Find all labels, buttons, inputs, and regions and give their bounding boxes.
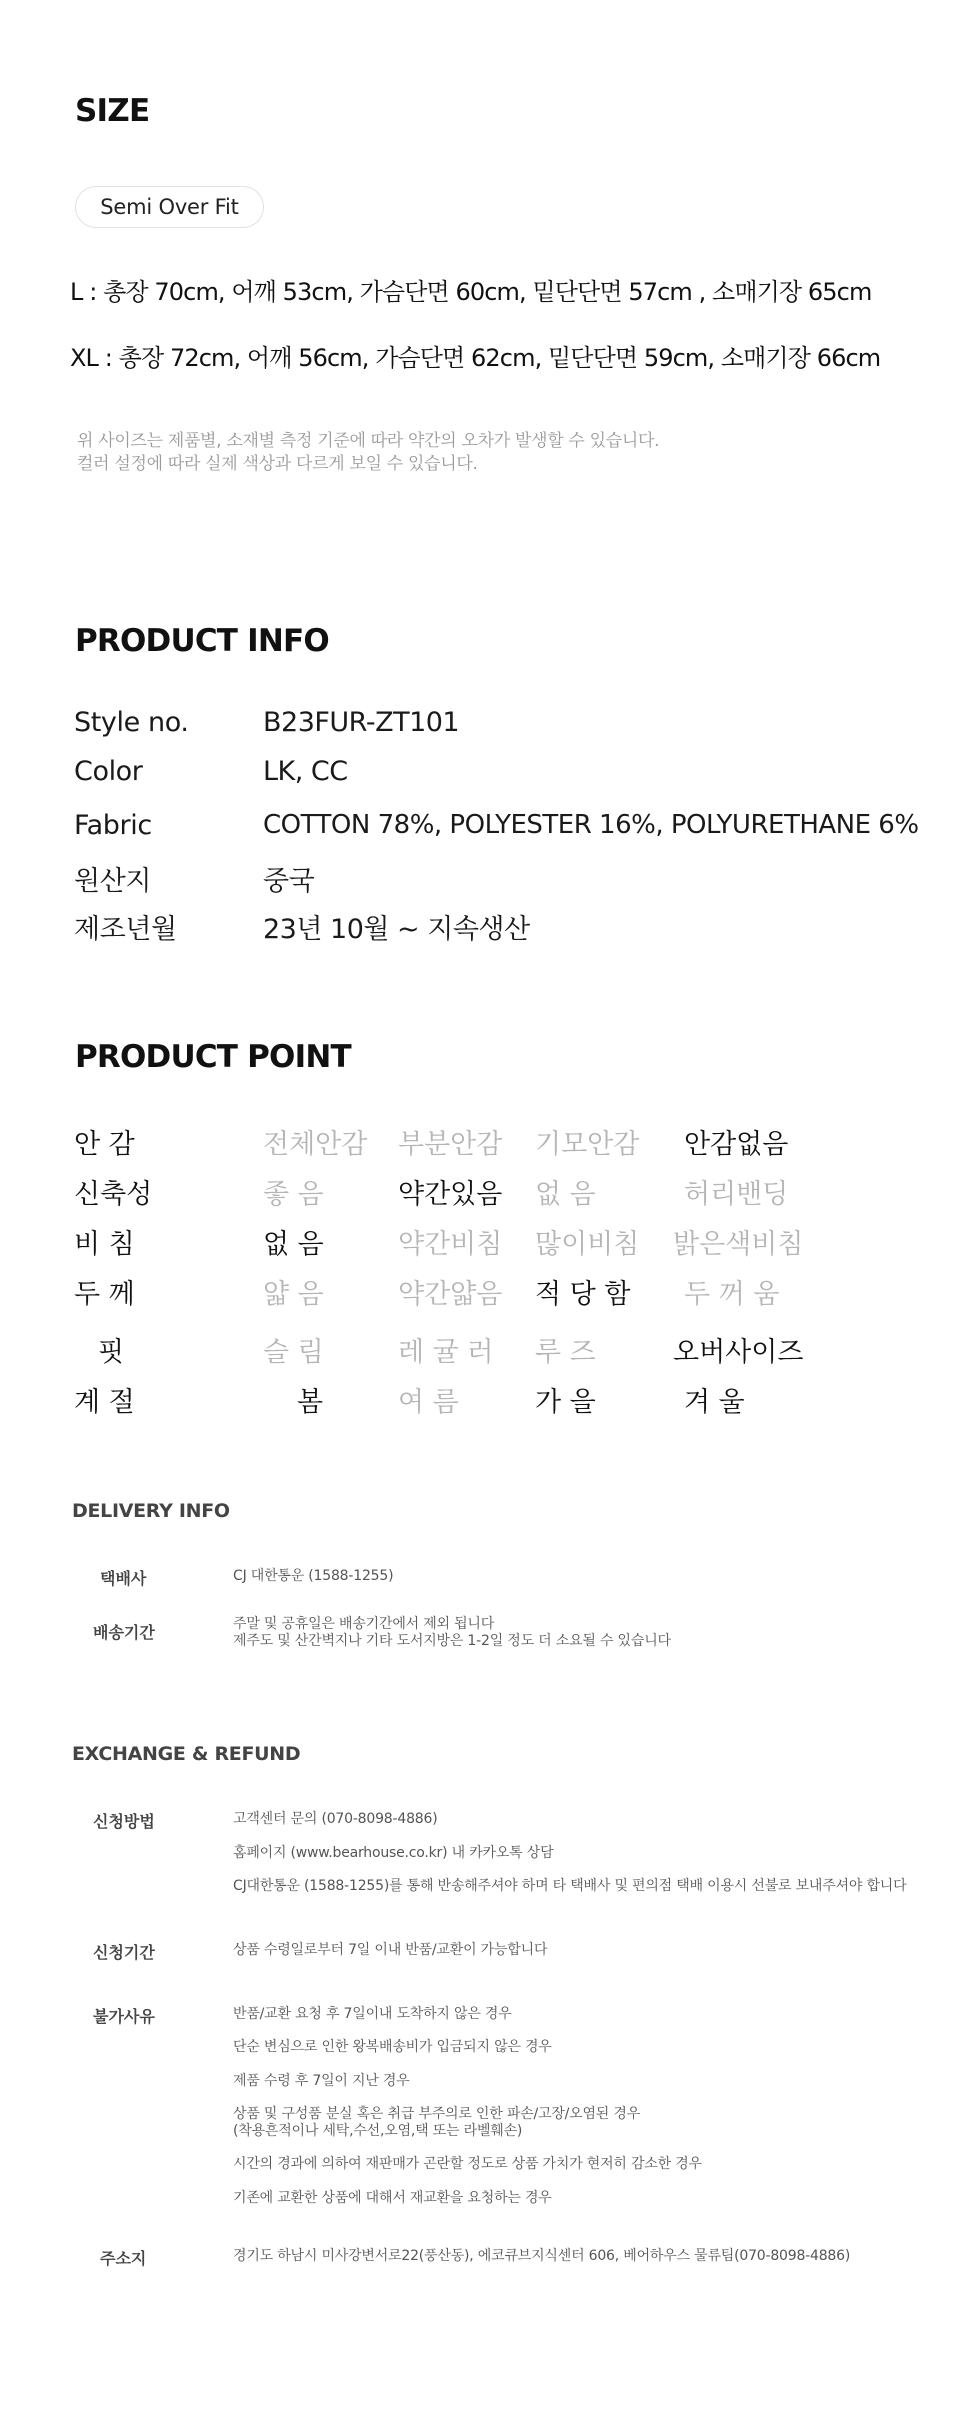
point-label-sheer: 비 침	[74, 1229, 135, 1260]
info-label-manufactured: 제조년월	[74, 914, 177, 945]
delivery-title: DELIVERY INFO	[72, 1500, 230, 1522]
point-option: 슬 림	[263, 1337, 324, 1368]
point-option: 허리밴딩	[684, 1179, 789, 1210]
point-label-thickness: 두 께	[74, 1279, 135, 1310]
exchange-label-address: 주소지	[100, 2249, 147, 2268]
point-option: 두 꺼 움	[684, 1279, 780, 1310]
delivery-label-period: 배송기간	[93, 1623, 155, 1642]
size-title: SIZE	[75, 93, 150, 129]
info-label-fabric: Fabric	[74, 810, 152, 841]
point-option: 부분안감	[398, 1129, 503, 1160]
point-option-selected: 약간있음	[398, 1179, 503, 1210]
delivery-courier-text: CJ 대한통운 (1588-1255)	[233, 1568, 394, 1584]
point-option: 밝은색비침	[673, 1229, 804, 1260]
info-label-origin: 원산지	[74, 866, 152, 897]
exchange-label-period: 신청기간	[93, 1943, 155, 1962]
exchange-apply-line: 고객센터 문의 (070-8098-4886)	[233, 1811, 438, 1827]
exchange-apply-line: 홈페이지 (www.bearhouse.co.kr) 내 카카오톡 상담	[233, 1845, 554, 1861]
info-value-manufactured: 23년 10월 ~ 지속생산	[263, 914, 530, 945]
exchange-reject-line: 기존에 교환한 상품에 대해서 재교환을 요청하는 경우	[233, 2190, 552, 2206]
delivery-period-line-1: 주말 및 공휴일은 배송기간에서 제외 됩니다	[233, 1616, 495, 1632]
point-option-selected: 겨 울	[684, 1387, 745, 1418]
size-line-l: L : 총장 70cm, 어깨 53cm, 가슴단면 60cm, 밑단단면 57cm , 소매기장 65cm	[70, 278, 872, 306]
point-option: 여 름	[398, 1387, 459, 1418]
point-option: 루 즈	[535, 1337, 596, 1368]
point-label-lining: 안 감	[74, 1129, 135, 1160]
point-option: 약간비침	[398, 1229, 503, 1260]
point-label-stretch: 신축성	[74, 1179, 153, 1210]
exchange-reject-line: 시간의 경과에 의하여 재판매가 곤란할 정도로 상품 가치가 현저히 감소한 경우	[233, 2156, 702, 2172]
point-option-selected: 가 을	[535, 1387, 596, 1418]
product-info-title: PRODUCT INFO	[75, 623, 329, 659]
point-option: 없 음	[535, 1179, 596, 1210]
point-label-season: 계 절	[74, 1387, 135, 1418]
fit-tag: Semi Over Fit	[75, 186, 264, 228]
point-option-selected: 오버사이즈	[673, 1337, 804, 1368]
exchange-reject-line: 상품 및 구성품 분실 혹은 취급 부주의로 인한 파손/고장/오염된 경우	[233, 2106, 641, 2122]
point-option: 좋 음	[263, 1179, 324, 1210]
info-value-style: B23FUR-ZT101	[263, 707, 460, 738]
delivery-label-courier: 택배사	[100, 1569, 147, 1588]
info-value-origin: 중국	[263, 866, 315, 897]
product-point-title: PRODUCT POINT	[75, 1039, 351, 1075]
point-label-fit: 핏	[98, 1337, 125, 1368]
point-option: 많이비침	[535, 1229, 640, 1260]
info-value-fabric: COTTON 78%, POLYESTER 16%, POLYURETHANE 6%	[263, 810, 919, 840]
point-option-selected: 적 당 함	[535, 1279, 631, 1310]
exchange-label-apply: 신청방법	[93, 1812, 155, 1831]
point-option: 레 귤 러	[398, 1337, 494, 1368]
exchange-address-text: 경기도 하남시 미사강변서로22(풍산동), 에코큐브지식센터 606, 베어하우스 물류팀(070-8098-4886)	[233, 2248, 851, 2264]
delivery-period-line-2: 제주도 및 산간벽지나 기타 도서지방은 1-2일 정도 더 소요될 수 있습니다	[233, 1633, 671, 1649]
info-label-color: Color	[74, 756, 143, 787]
exchange-apply-line: CJ대한통운 (1588-1255)를 통해 반송해주셔야 하며 타 택배사 및 편의점 택배 이용시 선불로 보내주셔야 합니다	[233, 1878, 907, 1894]
exchange-reject-line: 제품 수령 후 7일이 지난 경우	[233, 2073, 410, 2089]
exchange-reject-line: 반품/교환 요청 후 7일이내 도착하지 않은 경우	[233, 2006, 512, 2022]
exchange-period-text: 상품 수령일로부터 7일 이내 반품/교환이 가능합니다	[233, 1942, 548, 1958]
size-note-2: 컬러 설정에 따라 실제 색상과 다르게 보일 수 있습니다.	[77, 454, 478, 474]
info-value-color: LK, CC	[263, 756, 348, 787]
point-option: 기모안감	[535, 1129, 640, 1160]
point-option: 약간얇음	[398, 1279, 503, 1310]
exchange-reject-line: 단순 변심으로 인한 왕복배송비가 입금되지 않은 경우	[233, 2039, 552, 2055]
point-option: 전체안감	[263, 1129, 368, 1160]
exchange-reject-line: (착용흔적이나 세탁,수선,오염,택 또는 라벨훼손)	[233, 2123, 523, 2139]
exchange-label-reject: 불가사유	[93, 2007, 155, 2026]
point-option-selected: 안감없음	[684, 1129, 789, 1160]
exchange-title: EXCHANGE & REFUND	[72, 1743, 301, 1765]
size-note-1: 위 사이즈는 제품별, 소재별 측정 기준에 따라 약간의 오차가 발생할 수 있습니다.	[77, 431, 660, 451]
point-option-selected: 봄	[297, 1387, 324, 1418]
point-option-selected: 없 음	[263, 1229, 324, 1260]
point-option: 얇 음	[263, 1279, 324, 1310]
size-line-xl: XL : 총장 72cm, 어깨 56cm, 가슴단면 62cm, 밑단단면 59cm, 소매기장 66cm	[70, 344, 881, 372]
info-label-style: Style no.	[74, 707, 189, 738]
